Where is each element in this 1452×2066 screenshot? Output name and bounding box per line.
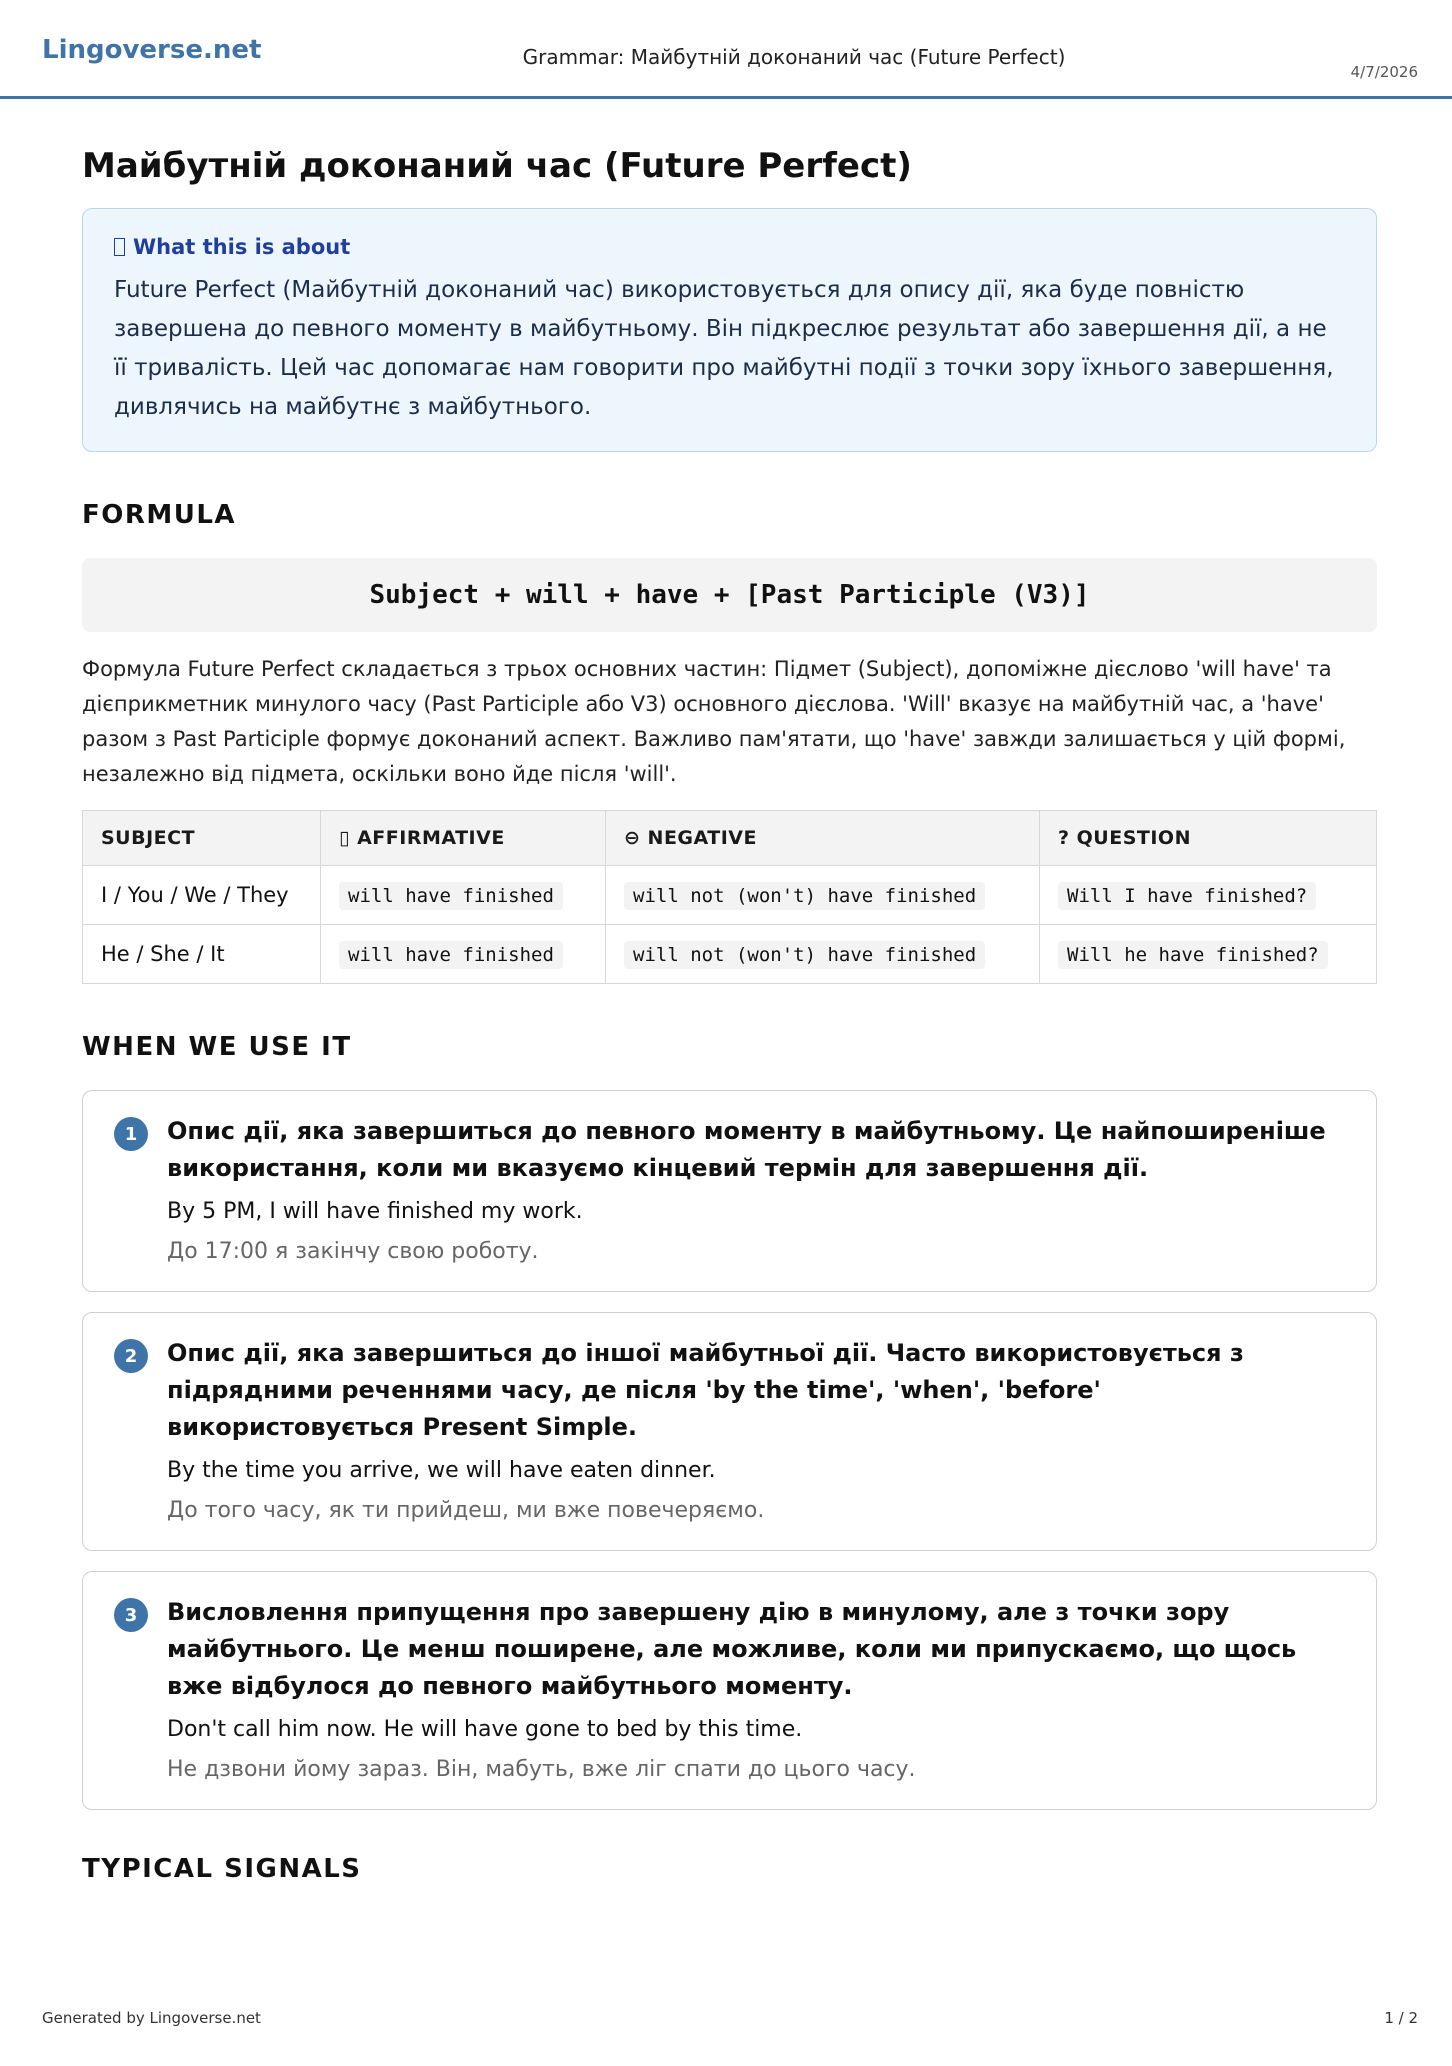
usage-title: Опис дії, яка завершиться до певного моменту в майбутньому. Це найпоширеніше використання, коли ми вказуємо кінцевий термін для завершення дії.	[167, 1117, 1326, 1182]
page-header	[0, 0, 1452, 99]
signals-heading: TYPICAL SIGNALS	[82, 1854, 362, 1884]
cell-question: Will I have finished?	[1040, 866, 1377, 925]
header-affirmative: ▯ AFFIRMATIVE	[321, 811, 606, 866]
usage-translation: Не дзвони йому зараз. Він, мабуть, вже ліг спати до цього часу.	[167, 1757, 916, 1782]
brand-link[interactable]: Lingoverse.net	[42, 35, 262, 65]
about-text: Future Perfect (Майбутній доконаний час) використовується для опису дії, яка буде повністю завершена до певного моменту в майбутньому. Він підкреслює результат або завершення дії, а не її тривалість. Цей час допомагає нам говорити про майбутні події з точки зору їхнього завершення, дивлячись на майбутнє з майбутнього.	[114, 277, 1334, 420]
header-negative: ⊖ NEGATIVE	[606, 811, 1040, 866]
usage-example: By 5 PM, I will have finished my work.	[167, 1199, 583, 1224]
table-row	[83, 866, 1377, 925]
about-title-text: What this is about	[133, 235, 351, 259]
question-icon: ?	[1058, 827, 1070, 849]
usage-title: Опис дії, яка завершиться до іншої майбутньої дії. Часто використовується з підрядними реченнями часу, де після 'by the time', 'when', 'before' використовується Present Simple.	[167, 1339, 1244, 1441]
usage-example: By the time you arrive, we will have eaten dinner.	[167, 1458, 716, 1483]
header-title: Grammar: Майбутній доконаний час (Future Perfect)	[522, 45, 1066, 69]
cell-affirmative: will have finished	[321, 866, 606, 925]
conjugation-table	[82, 810, 1377, 984]
usage-card	[82, 1312, 1377, 1551]
cell-negative: will not (won't) have finished	[606, 866, 1040, 925]
footer-generated: Generated by Lingoverse.net	[42, 2009, 261, 2027]
table-row	[83, 925, 1377, 984]
affirmative-icon: ▯	[339, 827, 350, 849]
cell-question: Will he have finished?	[1040, 925, 1377, 984]
usage-number-badge: 2	[114, 1339, 148, 1373]
cell-affirmative: will have finished	[321, 925, 606, 984]
about-box	[82, 208, 1377, 452]
page-title: Майбутній доконаний час (Future Perfect)	[82, 146, 912, 186]
formula-explanation: Формула Future Perfect складається з трьох основних частин: Підмет (Subject), допоміжне дієслово 'will have' та дієприкметник минулого часу (Past Participle або V3) основного дієслова. 'Will' вказує на майбутній час, а 'have' разом з Past Participle формує доконаний аспект. Важливо пам'ятати, що 'have' завжди залишається у цій формі, незалежно від підмета, оскільки воно йде після 'will'.	[82, 657, 1346, 786]
about-title	[114, 233, 1346, 261]
usage-example: Don't call him now. He will have gone to bed by this time.	[167, 1717, 803, 1742]
usage-translation: До 17:00 я закінчу свою роботу.	[167, 1239, 539, 1264]
usage-title: Висловлення припущення про завершену дію в минулому, але з точки зору майбутнього. Це менш поширене, але можливе, коли ми припускаємо, що щось вже відбулося до певного майбутнього моменту.	[167, 1598, 1297, 1700]
formula-expression: Subject + will + have + [Past Participle (V3)]	[82, 558, 1377, 632]
footer-page-number: 1 / 2	[1384, 2009, 1418, 2027]
usage-number-badge: 3	[114, 1598, 148, 1632]
usage-translation: До того часу, як ти прийдеш, ми вже повечеряємо.	[167, 1498, 765, 1523]
header-date: 4/7/2026	[1350, 63, 1418, 81]
main-content	[82, 140, 1377, 1886]
usage-heading: WHEN WE USE IT	[82, 1032, 352, 1062]
usage-card	[82, 1090, 1377, 1292]
usage-card	[82, 1571, 1377, 1810]
cell-subject: I / You / We / They	[83, 866, 321, 925]
table-header-row	[83, 811, 1377, 866]
usage-list	[82, 1090, 1377, 1810]
info-icon	[114, 238, 125, 256]
cell-negative: will not (won't) have finished	[606, 925, 1040, 984]
formula-heading: FORMULA	[82, 500, 237, 530]
usage-number-badge: 1	[114, 1117, 148, 1151]
header-question: ? QUESTION	[1040, 811, 1377, 866]
header-subject: SUBJECT	[83, 811, 321, 866]
cell-subject: He / She / It	[83, 925, 321, 984]
negative-icon: ⊖	[624, 827, 641, 849]
